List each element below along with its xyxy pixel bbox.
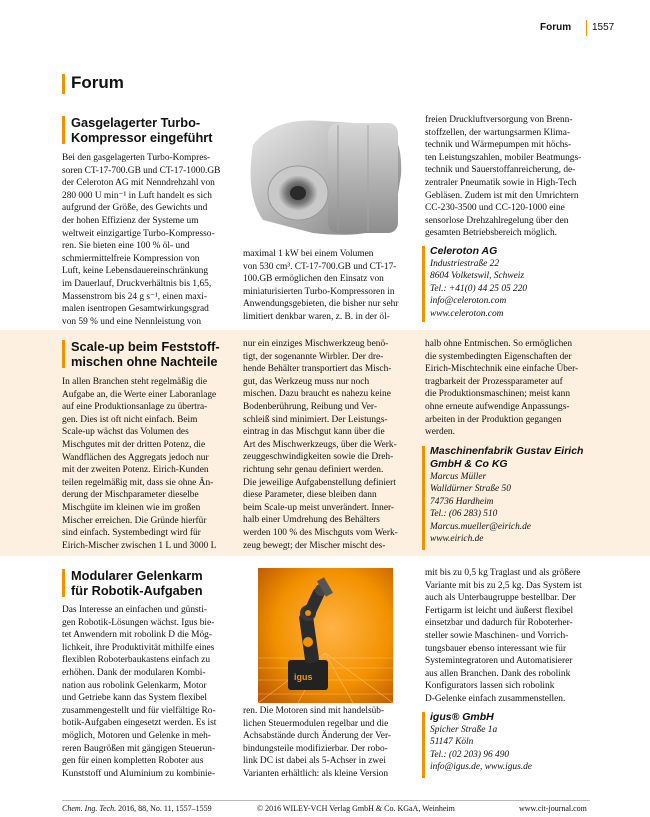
article3-col1: Das Interesse an einfachen und günsti- gen Robotik-Lösungen wächst. Igus bie- tet Anwendern mit robolink D die Mög- lichkeit, ihre Produktivität mithilfe eines flexiblen Roboterbaukastens einfach zu erhöhen. Dank der modularen Kombi- nation aus robolink Gelenkarm, Motor und Getriebe kann das System flexibel zusammengestellt und für vielfältige Ro- botik-Aufgaben eingesetzt werden. Es ist möglich, Motoren und Gelenke in meh- reren Baugrößen mit gängigen Steuerun- gen für einen kompletten Roboter aus Kunststoff und Aluminium zu kombinie- [62, 605, 217, 779]
contact-company: Maschinenfabrik Gustav Eirich GmbH & Co KG [430, 445, 584, 470]
article1-contact-bar [422, 246, 425, 322]
contact-street: Walldürner Straße 50 [430, 484, 511, 495]
footer-rule [62, 800, 590, 801]
article3-title: Modularer Gelenkarm für Robotik-Aufgaben [71, 568, 203, 598]
article2-col1: In allen Branchen steht regelmäßig die Aufgabe an, die Werte einer Laboranlage auf eine Produktionsanlage zu übertra- gen. Dies ist oft nicht einfach. Beim Scale-up wächst das Volumen des Mischgutes mit der dritten Potenz, die Wandflächen des Aggregats jedoch nur mit der zweiten Potenz. Eirich-Kunden teilen regelmäßig mit, dass sie ohne Än- derung der Mischparameter dieselbe Mischgüte im kleinen wie im großen Mischer erreichen. Die Gründe hierfür sind einfach. Systembedingt wird für Eirich-Mischer zwischen 1 L und 3000 L [62, 377, 217, 551]
title-accent-bar [62, 74, 65, 94]
contact-person: Marcus Müller [430, 472, 487, 482]
citation: 2016, 88, No. 11, 1557–1559 [116, 804, 212, 813]
contact-street: Industriestraße 22 [430, 259, 500, 269]
footer-website: www.cit-journal.com [519, 804, 587, 813]
contact-street: Spicher Straße 1a [430, 725, 498, 735]
igus-logo: igus [294, 672, 313, 682]
article1-col1: Bei den gasgelagerten Turbo-Kompres- soren CT-17-700.GB und CT-17-1000.GB der Celeroton AG mit Nenndrehzahl von 280 000 U min⁻¹ in Luft handelt es sich aufgrund der Größe, des Gewichts und der hohen Effizienz der Systeme um weltweit einzigartige Turbo-Kompresso- ren. Sie bieten eine 100 % öl- und schmiermittelfreie Kompression von Luft, keine Lebensdauereinschränkung im Dauerlauf, Druckverhältnis bis 1,65, Massenstrom bis 24 g s⁻¹, einen maxi- malen isentropen Gesamtwirkungsgrad von 59 % und eine Nennleistung von [62, 153, 221, 327]
contact-website: www.eirich.de [430, 534, 484, 545]
article1-title: Gasgelagerter Turbo- Kompressor eingeführt [71, 115, 213, 145]
contact-email: info@celeroton.com [430, 296, 507, 307]
contact-company: Celeroton AG [430, 245, 498, 257]
contact-website: www.celeroton.com [430, 308, 504, 319]
article3-col2: ren. Die Motoren sind mit handelsüb- lichen Steuermodulen regelbar und die Achsabstände durch Änderung der Ver- bindungsteile modifizierbar. Der robo- link DC ist dabei als 5-Achser in zwei Varianten erhältlich: als kleine Version [243, 706, 392, 779]
article1-accent-bar [62, 116, 65, 144]
contact-phone: Tel.: (02 203) 96 490 [430, 749, 510, 760]
article2-col3: halb ohne Entmischen. So ermöglichen die systembedingten Eigenschaften der Eirich-Mischtechnik eine einfache Über- tragbarkeit der Prozessparameter auf die Produktionsmaschinen; meist kann ohne erneute aufwendige Anpassungs- arbeiten in der Produktion gegangen werden. [425, 339, 579, 438]
journal-name: Chem. Ing. Tech. [62, 804, 117, 813]
contact-city: 8604 Volketswil, Schweiz [430, 271, 525, 282]
contact-phone: Tel.: +41(0) 44 25 05 220 [430, 283, 528, 294]
contact-phone: Tel.: (06 283) 510 [430, 509, 498, 520]
article2-contact-bar [422, 446, 425, 550]
article1-col2: maximal 1 kW bei einem Volumen von 530 cm³. CT-17-700.GB und CT-17- 100.GB ermöglichen den Einsatz von miniaturisierten Turbo-Kompressoren in Anwendungsgebieten, die bisher nur sehr limitiert denkbar waren, z. B. in der öl- [243, 249, 399, 322]
contact-city: 74736 Hardheim [430, 496, 494, 507]
article2-col2: nur ein einziges Mischwerkzeug benö- tigt, der sogenannte Wirbler. Der dre- hende Behälter transportiert das Misch- gut, das Werkzeug muss nur noch mischen. Dazu braucht es nahezu keine Bodenberührung, Reibung und Ver- schleiß sind minimiert. Der Leistungs- eintrag in das Mischgut kann über die Art des Mischwerkzeugs, über die Werk- zeuggeschwindigkeiten sowie die Dreh- richtung sehr genau definiert werden. Die jeweilige Aufgabenstellung definiert diese Parameter, diese bleiben dann beim Scale-up meist unverändert. Inner- halb einer Umdrehung des Behälters werden 100 % des Mischguts vom Werk- zeug bewegt; der Mischer mischt des- [243, 339, 398, 551]
contact-email: Marcus.mueller@eirich.de [430, 521, 531, 532]
contact-email-web: info@igus.de, www.igus.de [430, 762, 532, 773]
footer-citation [62, 804, 212, 813]
contact-city: 51147 Köln [430, 737, 474, 748]
footer-copyright: © 2016 WILEY-VCH Verlag GmbH & Co. KGaA, Weinheim [257, 804, 455, 813]
article3-contact [430, 711, 590, 774]
article2-contact [430, 445, 595, 545]
running-header [540, 22, 571, 33]
robot-arm-photo [258, 568, 393, 703]
contact-company: igus® GmbH [430, 711, 494, 723]
article1-col3: freien Druckluftversorgung von Brenn- stoffzellen, der wartungsarmen Klima- technik und Wärmepumpen mit höchs- ten Leistungszahlen, mobiler Beatmungs- technik und Sauerstoffanreicherung, de- zentraler Pneumatik sowie in High-Tech Gebläsen. Zudem ist mit den Umrichtern CC-230-3500 und CC-120-1000 eine sensorlose Drehzahlregelung über den gesamten Betriebsbereich möglich. [425, 115, 582, 239]
page-title: Forum [71, 73, 124, 92]
article2-title: Scale-up beim Feststoff- mischen ohne Nachteile [71, 339, 220, 369]
article3-accent-bar [62, 569, 65, 597]
compressor-photo [243, 115, 408, 243]
header-divider [586, 20, 587, 36]
article2-accent-bar [62, 340, 65, 368]
article3-col3: mit bis zu 0,5 kg Traglast und als größere Variante mit bis zu 2,5 kg. Das System ist auch als Unterbaugruppe bestellbar. Der Fertigarm ist leicht und äußerst flexibel einsetzbar und dadurch für Roboterher- steller sowie Maschinen- und Vorrich- tungsbauer ebenso interessant wie für Systemintegratoren und Automatisierer aus allen Branchen. Dank des robolink Konfigurators lassen sich robolink D-Gelenke einfach zusammenstellen. [425, 568, 582, 704]
article3-contact-bar [422, 712, 425, 778]
section-label: Forum [540, 22, 572, 33]
page-number: 1557 [592, 22, 615, 33]
article1-contact [430, 245, 590, 320]
